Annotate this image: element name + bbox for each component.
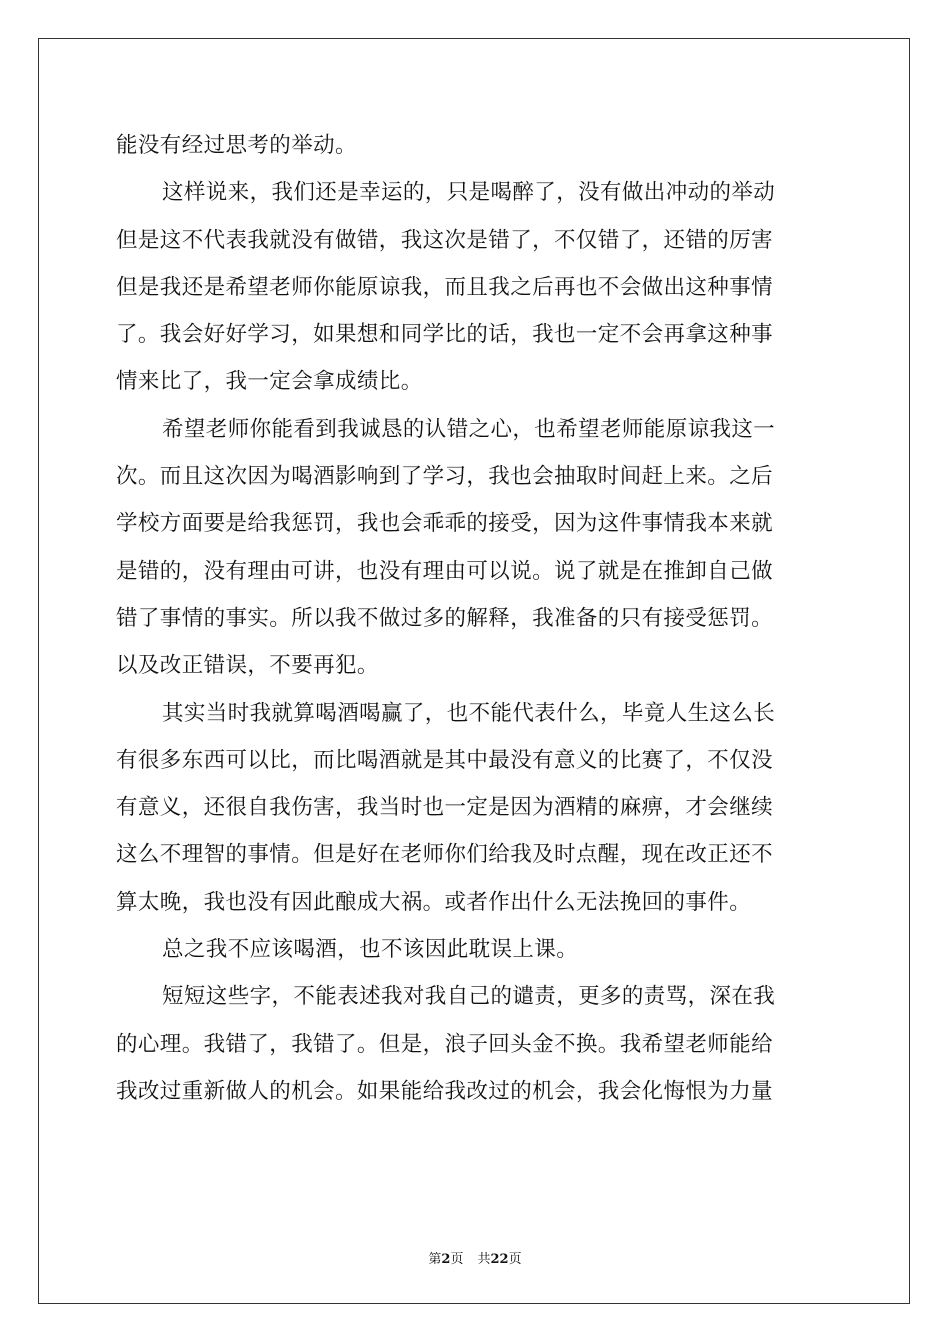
text-line: 其实当时我就算喝酒喝赢了，也不能代表什么，毕竟人生这么长 bbox=[162, 700, 776, 726]
text-line: 总之我不应该喝酒，也不该因此耽误上课。 bbox=[162, 937, 579, 963]
page-footer bbox=[0, 1248, 950, 1267]
text-line: 以及改正错误，不要再犯。 bbox=[116, 653, 379, 679]
text-line: 希望老师你能看到我诚恳的认错之心，也希望老师能原谅我这一 bbox=[162, 416, 776, 442]
total-prefix: 共 bbox=[477, 1252, 491, 1267]
text-line: 算太晚，我也没有因此酿成大祸。或者作出什么无法挽回的事件。 bbox=[116, 889, 752, 915]
text-line: 这样说来，我们还是幸运的，只是喝醉了，没有做出冲动的举动 bbox=[162, 180, 776, 206]
text-line: 学校方面要是给我惩罚，我也会乖乖的接受，因为这件事情我本来就 bbox=[116, 511, 774, 537]
text-line: 但是我还是希望老师你能原谅我，而且我之后再也不会做出这种事情 bbox=[116, 274, 774, 300]
text-line: 这么不理智的事情。但是好在老师你们给我及时点醒，现在改正还不 bbox=[116, 842, 774, 868]
text-line: 情来比了，我一定会拿成绩比。 bbox=[116, 369, 423, 395]
page-number: 2 bbox=[441, 1252, 451, 1267]
total-suffix: 页 bbox=[508, 1252, 522, 1267]
text-line: 我改过重新做人的机会。如果能给我改过的机会，我会化悔恨为力量 bbox=[116, 1078, 774, 1104]
document-body bbox=[116, 122, 834, 1115]
text-line: 次。而且这次因为喝酒影响到了学习，我也会抽取时间赶上来。之后 bbox=[116, 464, 774, 490]
text-line: 有很多东西可以比，而比喝酒就是其中最没有意义的比赛了，不仅没 bbox=[116, 747, 774, 773]
text-line: 的心理。我错了，我错了。但是，浪子回头金不换。我希望老师能给 bbox=[116, 1031, 774, 1057]
total-pages: 22 bbox=[490, 1252, 509, 1267]
text-line: 了。我会好好学习，如果想和同学比的话，我也一定不会再拿这种事 bbox=[116, 322, 774, 348]
page-suffix: 页 bbox=[450, 1252, 464, 1267]
text-line: 但是这不代表我就没有做错，我这次是错了，不仅错了，还错的厉害 bbox=[116, 227, 774, 253]
text-line: 是错的，没有理由可讲，也没有理由可以说。说了就是在推卸自己做 bbox=[116, 558, 774, 584]
page-prefix: 第 bbox=[428, 1252, 442, 1267]
text-line: 能没有经过思考的举动。 bbox=[116, 133, 357, 158]
text-line: 错了事情的事实。所以我不做过多的解释，我准备的只有接受惩罚。 bbox=[116, 605, 774, 631]
text-line: 有意义，还很自我伤害，我当时也一定是因为酒精的麻痹，才会继续 bbox=[116, 795, 774, 821]
text-line: 短短这些字，不能表述我对我自己的谴责，更多的责骂，深在我 bbox=[162, 984, 776, 1010]
